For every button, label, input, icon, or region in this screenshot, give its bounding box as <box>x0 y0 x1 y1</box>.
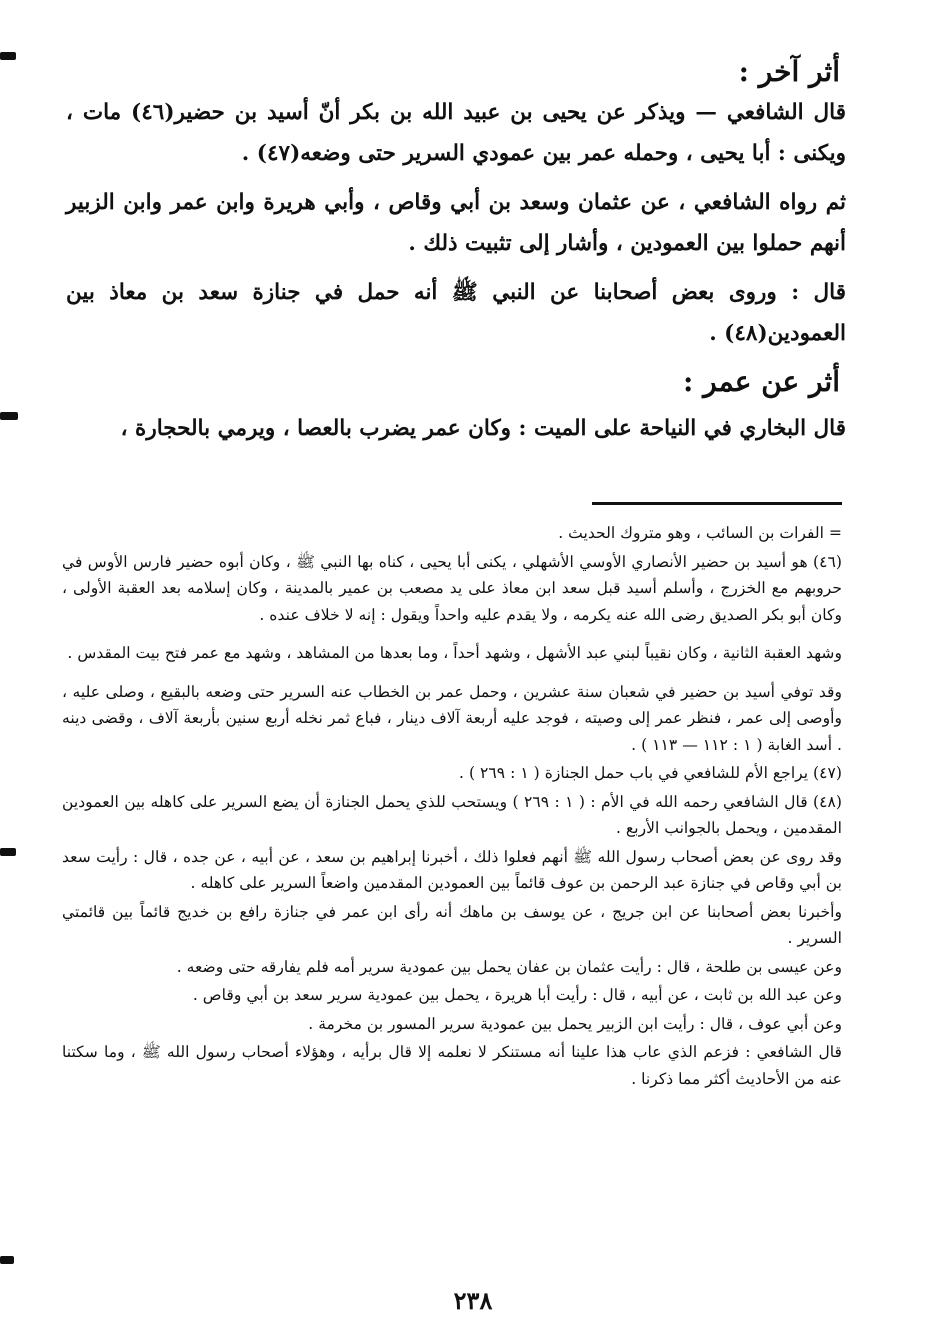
footnote: وأخبرنا بعض أصحابنا عن ابن جريج ، عن يوسف بن ماهك أنه رأى ابن عمر في جنازة رافع بن خديج قائماً بين قائمتي السرير . <box>62 902 842 947</box>
main-paragraph: قال البخاري في النياحة على الميت : وكان عمر يضرب بالعصا ، ويرمي بالحجارة ، <box>120 416 846 441</box>
footnote: وعن عيسى بن طلحة ، قال : رأيت عثمان بن عفان يحمل بين عمودية سرير أمه فلم يفارقه حتى وضعه . <box>176 957 842 976</box>
footnote-divider <box>592 502 842 505</box>
section-heading: أثر عن عمر : <box>683 365 840 398</box>
footnote: (٤٨) قال الشافعي رحمه الله في الأم : ( ١ : ٢٦٩ ) ويستحب للذي يحمل الجنازة أن يضع السرير على كاهله بين العمودين المقدمين ، ويحمل بالجوانب الأربع . <box>62 792 842 837</box>
page-number: ٢٣٨ <box>453 1286 493 1315</box>
binding-mark-4 <box>0 1256 14 1264</box>
footnote: وشهد العقبة الثانية ، وكان نقيباً لبني عبد الأشهل ، وشهد أحداً ، وما بعدها من المشاهد ، وشهد مع عمر فتح بيت المقدس . <box>67 644 842 662</box>
footnote: وقد روى عن بعض أصحاب رسول الله ﷺ أنهم فعلوا ذلك ، أخبرنا إبراهيم بن سعد ، عن أبيه ، عن جده ، قال : رأيت سعد بن أبي وقاص في جنازة عبد الرحمن بن عوف قائماً بين العمودين المقدمين واضعاً السرير على كاهله . <box>62 847 842 892</box>
footnote: = الفرات بن السائب ، وهو متروك الحديث . <box>558 524 842 542</box>
main-paragraph: ثم رواه الشافعي ، عن عثمان وسعد بن أبي وقاص ، وأبي هريرة وابن عمر وابن الزبير أنهم حملوا بين العمودين ، وأشار إلى تثبيت ذلك . <box>66 190 846 256</box>
footnote: (٤٧) يراجع الأم للشافعي في باب حمل الجنازة ( ١ : ٢٦٩ ) . <box>459 764 842 782</box>
footnote: وعن عبد الله بن ثابت ، عن أبيه ، قال : رأيت أبا هريرة ، يحمل بين عمودية سرير سعد بن أبي وقاص . <box>192 986 842 1004</box>
footnote: وعن أبي عوف ، قال : رأيت ابن الزبير يحمل بين عمودية سرير المسور بن مخرمة . <box>308 1014 842 1033</box>
footnote: قال الشافعي : فزعم الذي عاب هذا علينا أنه مستنكر لا نعلمه إلا قال برأيه ، وهؤلاء أصحاب رسول الله ﷺ ، وما سكتنا عنه من الأحاديث أكثر مما ذكرنا . <box>62 1043 842 1088</box>
footnote: وقد توفي أسيد بن حضير في شعبان سنة عشرين ، وحمل عمر بن الخطاب عنه السرير حتى وضعه بالبقيع ، وصلى عليه ، وأوصى إلى عمر ، فنظر عمر إلى وصيته ، فوجد عليه أربعة آلاف دينار ، فباع ثمر نخله أربع سنين بأربعة آلاف ، وقضى دينه . أسد الغابة ( ١ : ١١٢ — ١١٣ ) . <box>62 682 842 754</box>
main-text <box>66 52 846 457</box>
footnotes <box>62 520 842 1094</box>
binding-mark-3 <box>0 848 16 856</box>
binding-mark-1 <box>0 52 16 60</box>
main-paragraph: قال : وروى بعض أصحابنا عن النبي ﷺ أنه حمل في جنازة سعد بن معاذ بين العمودين(٤٨) . <box>66 280 846 346</box>
main-paragraph: قال الشافعي — ويذكر عن يحيى بن عبيد الله بن بكر أنّ أسيد بن حضير(٤٦) مات ، ويكنى : أبا يحيى ، وحمله عمر بين عمودي السرير حتى وضعه(٤٧) . <box>66 100 847 166</box>
binding-mark-2 <box>0 412 18 420</box>
footnote: (٤٦) هو أسيد بن حضير الأنصاري الأوسي الأشهلي ، يكنى أبا يحيى ، كناه بها النبي ﷺ ، وكان أبوه حضير فارس الأوس في حروبهم مع الخزرج ، وأسلم أسيد قبل سعد ابن معاذ على يد مصعب بن عمير بالمدينة ، وكان إسلامه بعد العقبة الأولى ، وكان أبو بكر الصديق رضى الله عنه يكرمه ، ولا يقدم عليه واحداً ويقول : إنه لا خلاف عنده . <box>62 552 842 624</box>
section-heading: أثر آخر : <box>738 55 840 88</box>
